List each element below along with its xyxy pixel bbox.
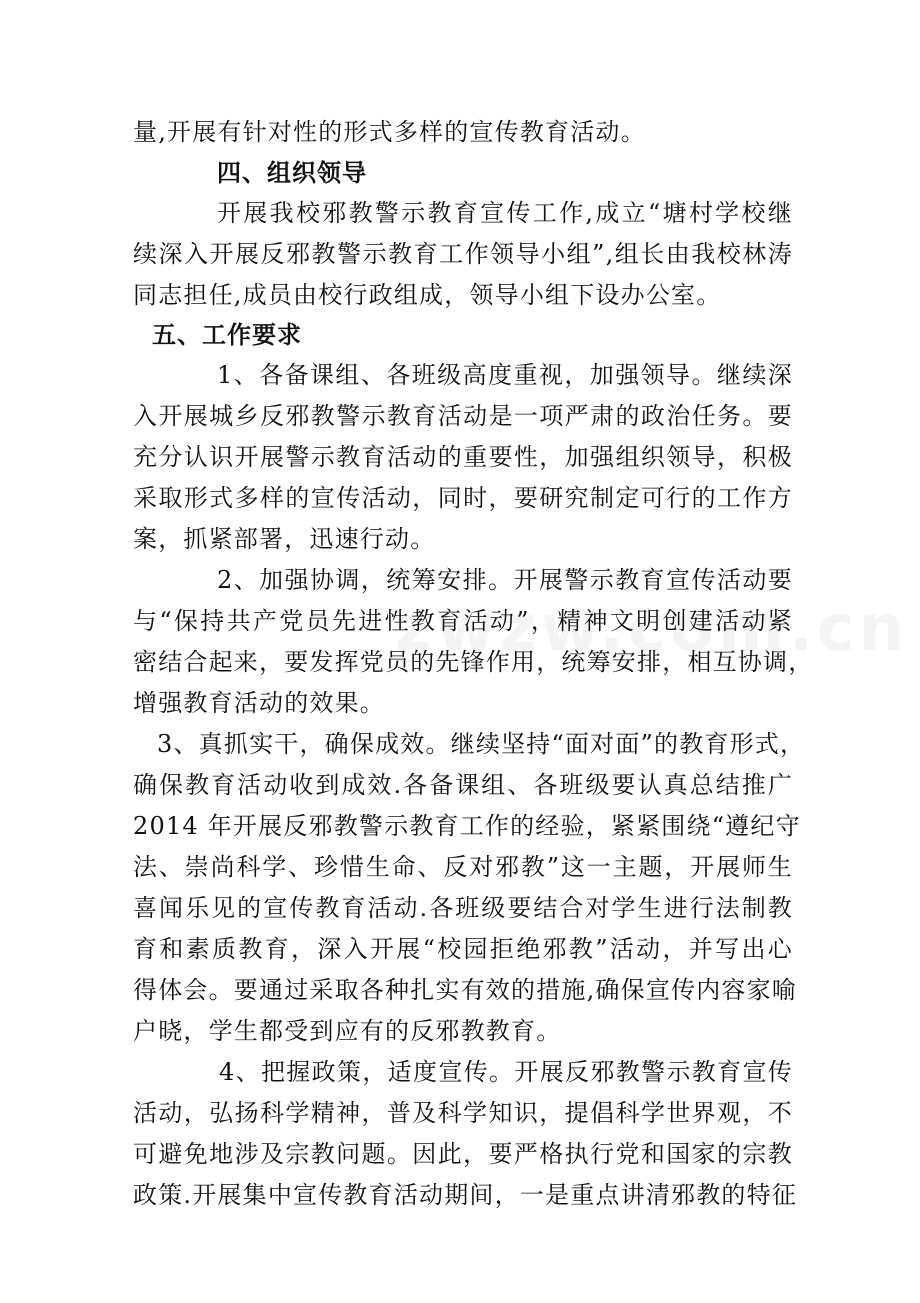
paragraph-line: 增强教育活动的效果。 — [133, 689, 385, 717]
paragraph-line: 喜闻乐见的宣传教育活动.各班级要结合对学生进行法制教 — [133, 894, 793, 922]
section-heading-organization: 四、组织领导 — [217, 159, 367, 187]
paragraph-line: 采取形式多样的宣传活动，同时，要研究制定可行的工作方 — [133, 484, 793, 512]
paragraph-line: 同志担任,成员由校行政组成，领导小组下设办公室。 — [133, 281, 722, 309]
paragraph-line: 密结合起来，要发挥党员的先锋作用，统筹安排，相互协调， — [133, 648, 814, 676]
paragraph-line: 户晓，学生都受到应有的反邪教教育。 — [133, 1017, 562, 1045]
paragraph-line: 2、加强协调，统筹安排。开展警示教育宣传活动要 — [217, 566, 793, 594]
paragraph-line: 2014 年开展反邪教警示教育工作的经验，紧紧围绕“遵纪守 — [133, 812, 801, 840]
paragraph-line: 续深入开展反邪教警示教育工作领导小组”,组长由我校林涛 — [133, 240, 793, 268]
paragraph-line: 量,开展有针对性的形式多样的宣传教育活动。 — [133, 118, 646, 146]
paragraph-line: 充分认识开展警示教育活动的重要性，加强组织领导，积极 — [133, 443, 793, 471]
paragraph-line: 可避免地涉及宗教问题。因此，要严格执行党和国家的宗教 — [133, 1140, 793, 1168]
paragraph-line: 案，抓紧部署，迅速行动。 — [133, 525, 436, 553]
paragraph-line: 3、真抓实干，确保成效。继续坚持“面对面”的教育形式， — [157, 730, 806, 758]
paragraph-line: 育和素质教育，深入开展“校园拒绝邪教”活动，并写出心 — [133, 935, 793, 963]
paragraph-line: 政策.开展集中宣传教育活动期间，一是重点讲清邪教的特征 — [133, 1181, 798, 1209]
paragraph-line: 得体会。要通过采取各种扎实有效的措施,确保宣传内容家喻 — [133, 976, 798, 1004]
paragraph-line: 活动，弘扬科学精神，普及科学知识，提倡科学世界观，不 — [133, 1099, 793, 1127]
paragraph-line: 入开展城乡反邪教警示教育活动是一项严肃的政治任务。要 — [133, 402, 793, 430]
paragraph-line: 开展我校邪教警示教育宣传工作,成立“塘村学校继 — [217, 199, 793, 227]
section-heading-requirements: 五、工作要求 — [152, 321, 302, 349]
paragraph-line: 与“保持共产党员先进性教育活动”，精神文明创建活动紧 — [133, 607, 793, 635]
paragraph-line: 法、崇尚科学、珍惜生命、反对邪教”这一主题，开展师生 — [133, 853, 793, 881]
paragraph-line: 确保教育活动收到成效.各备课组、各班级要认真总结推广 — [133, 771, 793, 799]
paragraph-line: 1、各备课组、各班级高度重视，加强领导。继续深 — [217, 361, 793, 389]
paragraph-line: 4、把握政策，适度宣传。开展反邪教警示教育宣传 — [219, 1058, 793, 1086]
